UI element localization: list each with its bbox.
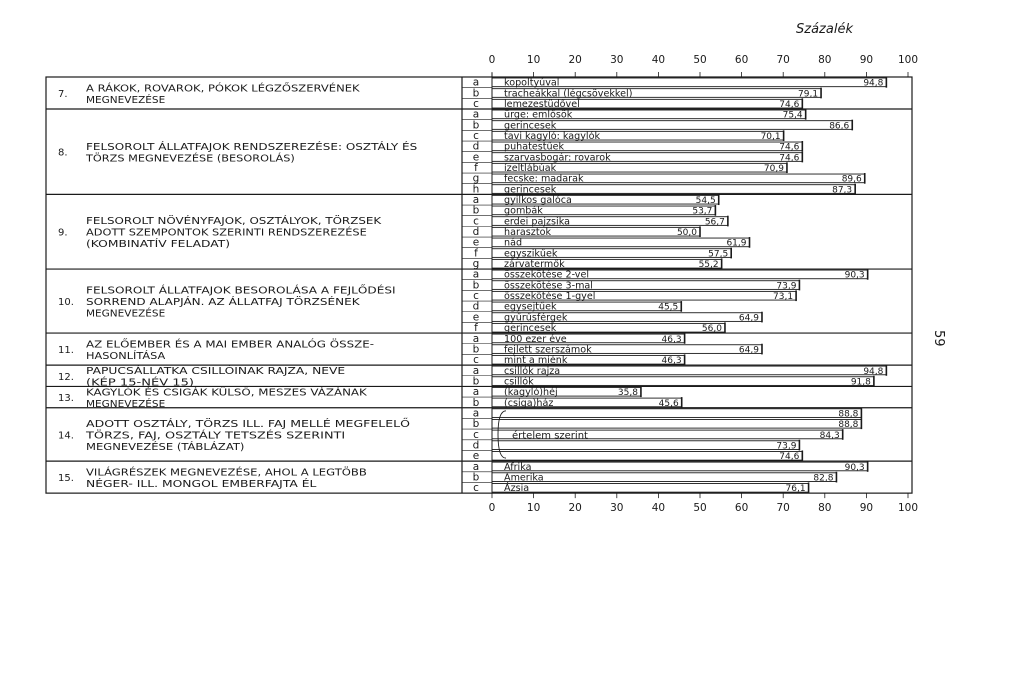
bar [492, 409, 861, 418]
x-tick-label-top: 20 [568, 54, 582, 66]
x-tick-label-top: 60 [734, 54, 749, 66]
x-tick-label-top: 100 [897, 54, 919, 66]
bar-value-label: 61,9 [726, 238, 747, 249]
answer-letter: e [472, 450, 480, 463]
bar-value-label: 90,3 [844, 462, 865, 473]
x-tick-label-bottom: 10 [526, 502, 541, 515]
bar-category-label: egysejtűek [504, 301, 557, 313]
bar-value-label: 74,6 [779, 100, 800, 111]
bar-value-label: 35,8 [617, 388, 638, 399]
bar-value-label: 75,4 [782, 110, 803, 121]
bar-value-label: 70,1 [760, 132, 781, 143]
answer-letter: b [472, 375, 480, 388]
bar-category-label: 100 ezer éve [504, 333, 567, 345]
answer-letter: b [472, 204, 480, 217]
bar-value-label: 76,1 [785, 484, 806, 495]
x-tick-label-top: 80 [818, 54, 832, 66]
bar-value-label: 74,6 [779, 452, 800, 463]
answer-letter: g [472, 172, 480, 185]
question-number: 8. [58, 147, 68, 159]
bar-value-label: 46,3 [661, 334, 682, 345]
question-text: TÖRZS, FAJ, OSZTÁLY TETSZÉS SZERINTI [86, 430, 280, 442]
bar-value-label: 53,7 [692, 206, 713, 217]
unit-label: Százalék [796, 22, 853, 37]
bar [492, 419, 861, 431]
bar-category-label: gyűrűsférgek [504, 312, 568, 324]
x-tick-label-bottom: 50 [693, 502, 707, 515]
question-text: PAPUCSÁLLATKA CSILLÓINAK RAJZA, NEVE [86, 366, 289, 378]
question-text: FELSOROLT ÁLLATFAJOK BESOROLÁSA A FEJLŐDÉSI [86, 285, 332, 297]
bar [492, 441, 799, 450]
question-text: TÖRZS MEGNEVEZÉSE (BESOROLÁS) [86, 153, 264, 165]
answer-letter: c [473, 290, 479, 303]
question-text: MEGNEVEZÉSE (TÁBLÁZAT) [86, 441, 218, 453]
bar-value-label: 89,6 [841, 174, 862, 185]
answer-letter: a [472, 332, 480, 345]
answer-letter: a [472, 194, 480, 207]
x-tick-label-top: 40 [651, 54, 666, 66]
bar-value-label: 56,0 [701, 324, 722, 335]
answer-letter: f [474, 247, 478, 260]
answer-letter: a [472, 364, 480, 377]
bar-value-label: 94,8 [863, 366, 884, 377]
question-text: FELSOROLT ÁLLATFAJOK RENDSZEREZÉSE: OSZTÁLY ÉS [86, 141, 351, 153]
question-number: 14. [58, 430, 74, 442]
answer-letter: b [472, 471, 480, 484]
bar-value-label: 45,6 [658, 398, 679, 409]
bar-value-label: 57,5 [708, 249, 729, 260]
x-tick-label-top: 10 [526, 54, 541, 66]
bar-value-label: 82,8 [813, 473, 834, 484]
bar-category-label: gerincesek [504, 184, 557, 196]
answer-letter: c [473, 215, 479, 228]
bar-value-label: 70,9 [763, 164, 784, 175]
bar-category-label: összekötése 3-mal [504, 280, 593, 292]
question-text: HASONLÍTÁSA [86, 350, 154, 362]
x-tick-label-bottom: 70 [776, 502, 790, 515]
answer-letter: b [472, 279, 480, 292]
bar-value-label: 64,9 [738, 313, 759, 324]
bar-category-label: összekötése 2-vel [504, 269, 590, 281]
bar-category-label: szarvasbogár: rovarok [504, 152, 611, 164]
x-tick-label-bottom: 90 [859, 502, 874, 515]
bar-category-label: csillók [504, 376, 534, 388]
answer-letter: c [473, 354, 479, 367]
bar-category-label: egyszikűek [504, 248, 558, 260]
bar-value-label: 88,8 [838, 420, 859, 431]
bar-value-label: 50,0 [676, 228, 697, 239]
answer-letter: a [472, 407, 480, 420]
bar-value-label: 54,5 [695, 196, 716, 207]
answer-letter: c [473, 428, 479, 441]
bar-category-label: erdei pajzsika [504, 216, 570, 228]
answer-letter: a [472, 460, 480, 473]
bar-category-label: Amerika [504, 472, 544, 484]
bar-category-label: ürge: emlősök [504, 109, 573, 121]
question-text: VILÁGRÉSZEK MEGNEVEZÉSE, AHOL A LEGTÖBB [86, 467, 319, 479]
x-tick-label-bottom: 60 [734, 502, 749, 515]
bar-category-label: gerincesek [504, 120, 557, 132]
bar-category-label: ízeltlábúak [504, 163, 557, 175]
answer-letter: c [473, 98, 479, 111]
bar-value-label: 91,8 [850, 377, 871, 388]
answer-letter: b [472, 343, 480, 356]
question-text: AZ ELŐEMBER ÉS A MAI EMBER ANALÓG ÖSSZE- [86, 339, 320, 351]
bar-value-label: 74,6 [779, 142, 800, 153]
bar-value-label: 90,3 [844, 270, 865, 281]
answer-letter: c [473, 130, 479, 143]
question-text: MEGNEVEZÉSE [86, 94, 159, 106]
bar-category-label: Ázsia [504, 483, 530, 495]
question-text: FELSOROLT NÖVÉNYFAJOK, OSZTÁLYOK, TÖRZSEK [86, 216, 325, 228]
x-tick-label-top: 30 [610, 54, 624, 66]
bar-category-label: harasztok [504, 227, 552, 239]
bar-value-label: 73,1 [773, 292, 794, 303]
bar-category-label: tracheákkal (légcsövekkel) [504, 88, 633, 100]
answer-letter: e [472, 311, 480, 324]
answer-letter: d [472, 439, 480, 452]
bar-value-label: 87,3 [832, 185, 853, 196]
answer-letter: a [472, 268, 480, 281]
answer-letter: e [472, 151, 480, 164]
answer-letter: a [472, 386, 480, 399]
answer-letter: a [472, 108, 480, 121]
answer-letter: f [474, 322, 478, 335]
x-tick-label-bottom: 30 [610, 502, 624, 515]
bar-category-label: zárvatermők [504, 259, 565, 271]
bar-value-label: 56,7 [704, 217, 725, 228]
question-text: (KOMBINATÍV FELADAT) [86, 239, 199, 251]
answer-letter: h [472, 183, 480, 196]
question-number: 15. [58, 473, 74, 485]
question-text: KAGYLÓK ÉS CSIGÁK KÜLSŐ, MESZES VÁZÁNAK [86, 387, 314, 399]
bar-category-label: gombák [504, 205, 543, 217]
x-tick-label-bottom: 100 [897, 502, 919, 515]
bar [492, 483, 809, 495]
x-tick-label-top: 90 [859, 54, 874, 66]
question-text: MEGNEVEZÉSE [86, 398, 159, 410]
answer-letter: a [472, 76, 480, 89]
question-text: (KÉP 15-NÉV 15) [86, 377, 166, 389]
bar-category-label: kopoltyúval [504, 77, 560, 89]
answer-letter: d [472, 226, 480, 239]
answer-letter: b [472, 119, 480, 132]
question-number: 9. [58, 227, 68, 239]
question-number: 13. [58, 393, 74, 405]
x-tick-label-bottom: 40 [651, 502, 666, 515]
bar-category-label: (kagyló)héj [504, 387, 558, 399]
bar-value-label: 88,8 [838, 409, 859, 420]
answer-letter: d [472, 300, 480, 313]
answer-letter: f [474, 162, 478, 175]
answer-letter: b [472, 396, 480, 409]
bracket-label: értelem szerint [512, 430, 588, 442]
bar [492, 238, 750, 247]
bar [492, 462, 868, 471]
x-tick-label-top: 50 [693, 54, 707, 66]
bar-value-label: 84,3 [819, 430, 840, 441]
bar-value-label: 64,9 [738, 345, 759, 356]
bar-category-label: fecske: madarak [504, 173, 584, 185]
bar-category-label: tavi kagyló: kagylók [504, 131, 601, 143]
question-text: ADOTT OSZTÁLY, TÖRZS ILL. FAJ MELLÉ MEGFELELŐ [86, 418, 335, 430]
bar [492, 451, 802, 463]
answer-letter: c [473, 482, 479, 495]
answer-letter: g [472, 258, 480, 271]
question-number: 7. [58, 89, 68, 101]
question-text: SORREND ALAPJÁN. AZ ÁLLATFAJ TÖRZSÉNEK [86, 297, 305, 309]
question-number: 12. [58, 371, 74, 383]
page-number: 59 [931, 330, 946, 347]
bar-value-label: 73,9 [776, 281, 797, 292]
x-tick-label-bottom: 20 [568, 502, 582, 515]
bar-value-label: 86,6 [829, 121, 850, 132]
bar-value-label: 74,6 [779, 153, 800, 164]
bar-value-label: 94,8 [863, 78, 884, 89]
bar-category-label: gerincesek [504, 323, 557, 335]
bar-category-label: fejlett szerszámok [504, 344, 592, 356]
question-text: A RÁKOK, ROVAROK, PÓKOK LÉGZŐSZERVÉNEK [86, 83, 314, 95]
bar-category-label: mint a miénk [504, 355, 568, 367]
bar-category-label: lemezestüdővel [504, 99, 580, 111]
question-text: NÉGER- ILL. MONGOL EMBERFAJTA ÉL [86, 478, 266, 490]
bar-category-label: puhatestűek [504, 141, 565, 153]
question-number: 10. [58, 297, 74, 309]
question-text: MEGNEVEZÉSE [86, 308, 159, 320]
question-text: ADOTT SZEMPONTOK SZERINTI RENDSZEREZÉSE [86, 227, 324, 239]
answer-letter: d [472, 140, 480, 153]
bar-value-label: 79,1 [798, 89, 819, 100]
bar-category-label: Afrika [504, 461, 532, 473]
bar-category-label: nád [504, 237, 523, 249]
answer-letter: b [472, 87, 480, 100]
bar-category-label: (csiga)ház [504, 397, 554, 409]
x-tick-label-top: 0 [488, 54, 496, 66]
bar-value-label: 46,3 [661, 356, 682, 367]
bar-value-label: 73,9 [776, 441, 797, 452]
bar-category-label: csillók rajza [504, 365, 561, 377]
bar-value-label: 55,2 [698, 260, 719, 271]
x-tick-label-bottom: 80 [818, 502, 832, 515]
x-tick-label-top: 70 [776, 54, 790, 66]
answer-letter: e [472, 236, 480, 249]
question-number: 11. [58, 345, 74, 357]
answer-letter: b [472, 418, 480, 431]
bar-category-label: gyilkos galóca [504, 195, 572, 207]
bar [492, 377, 874, 386]
x-tick-label-bottom: 0 [488, 502, 496, 515]
bar-category-label: összekötése 1-gyel [504, 291, 596, 303]
bar-value-label: 45,5 [658, 302, 679, 313]
